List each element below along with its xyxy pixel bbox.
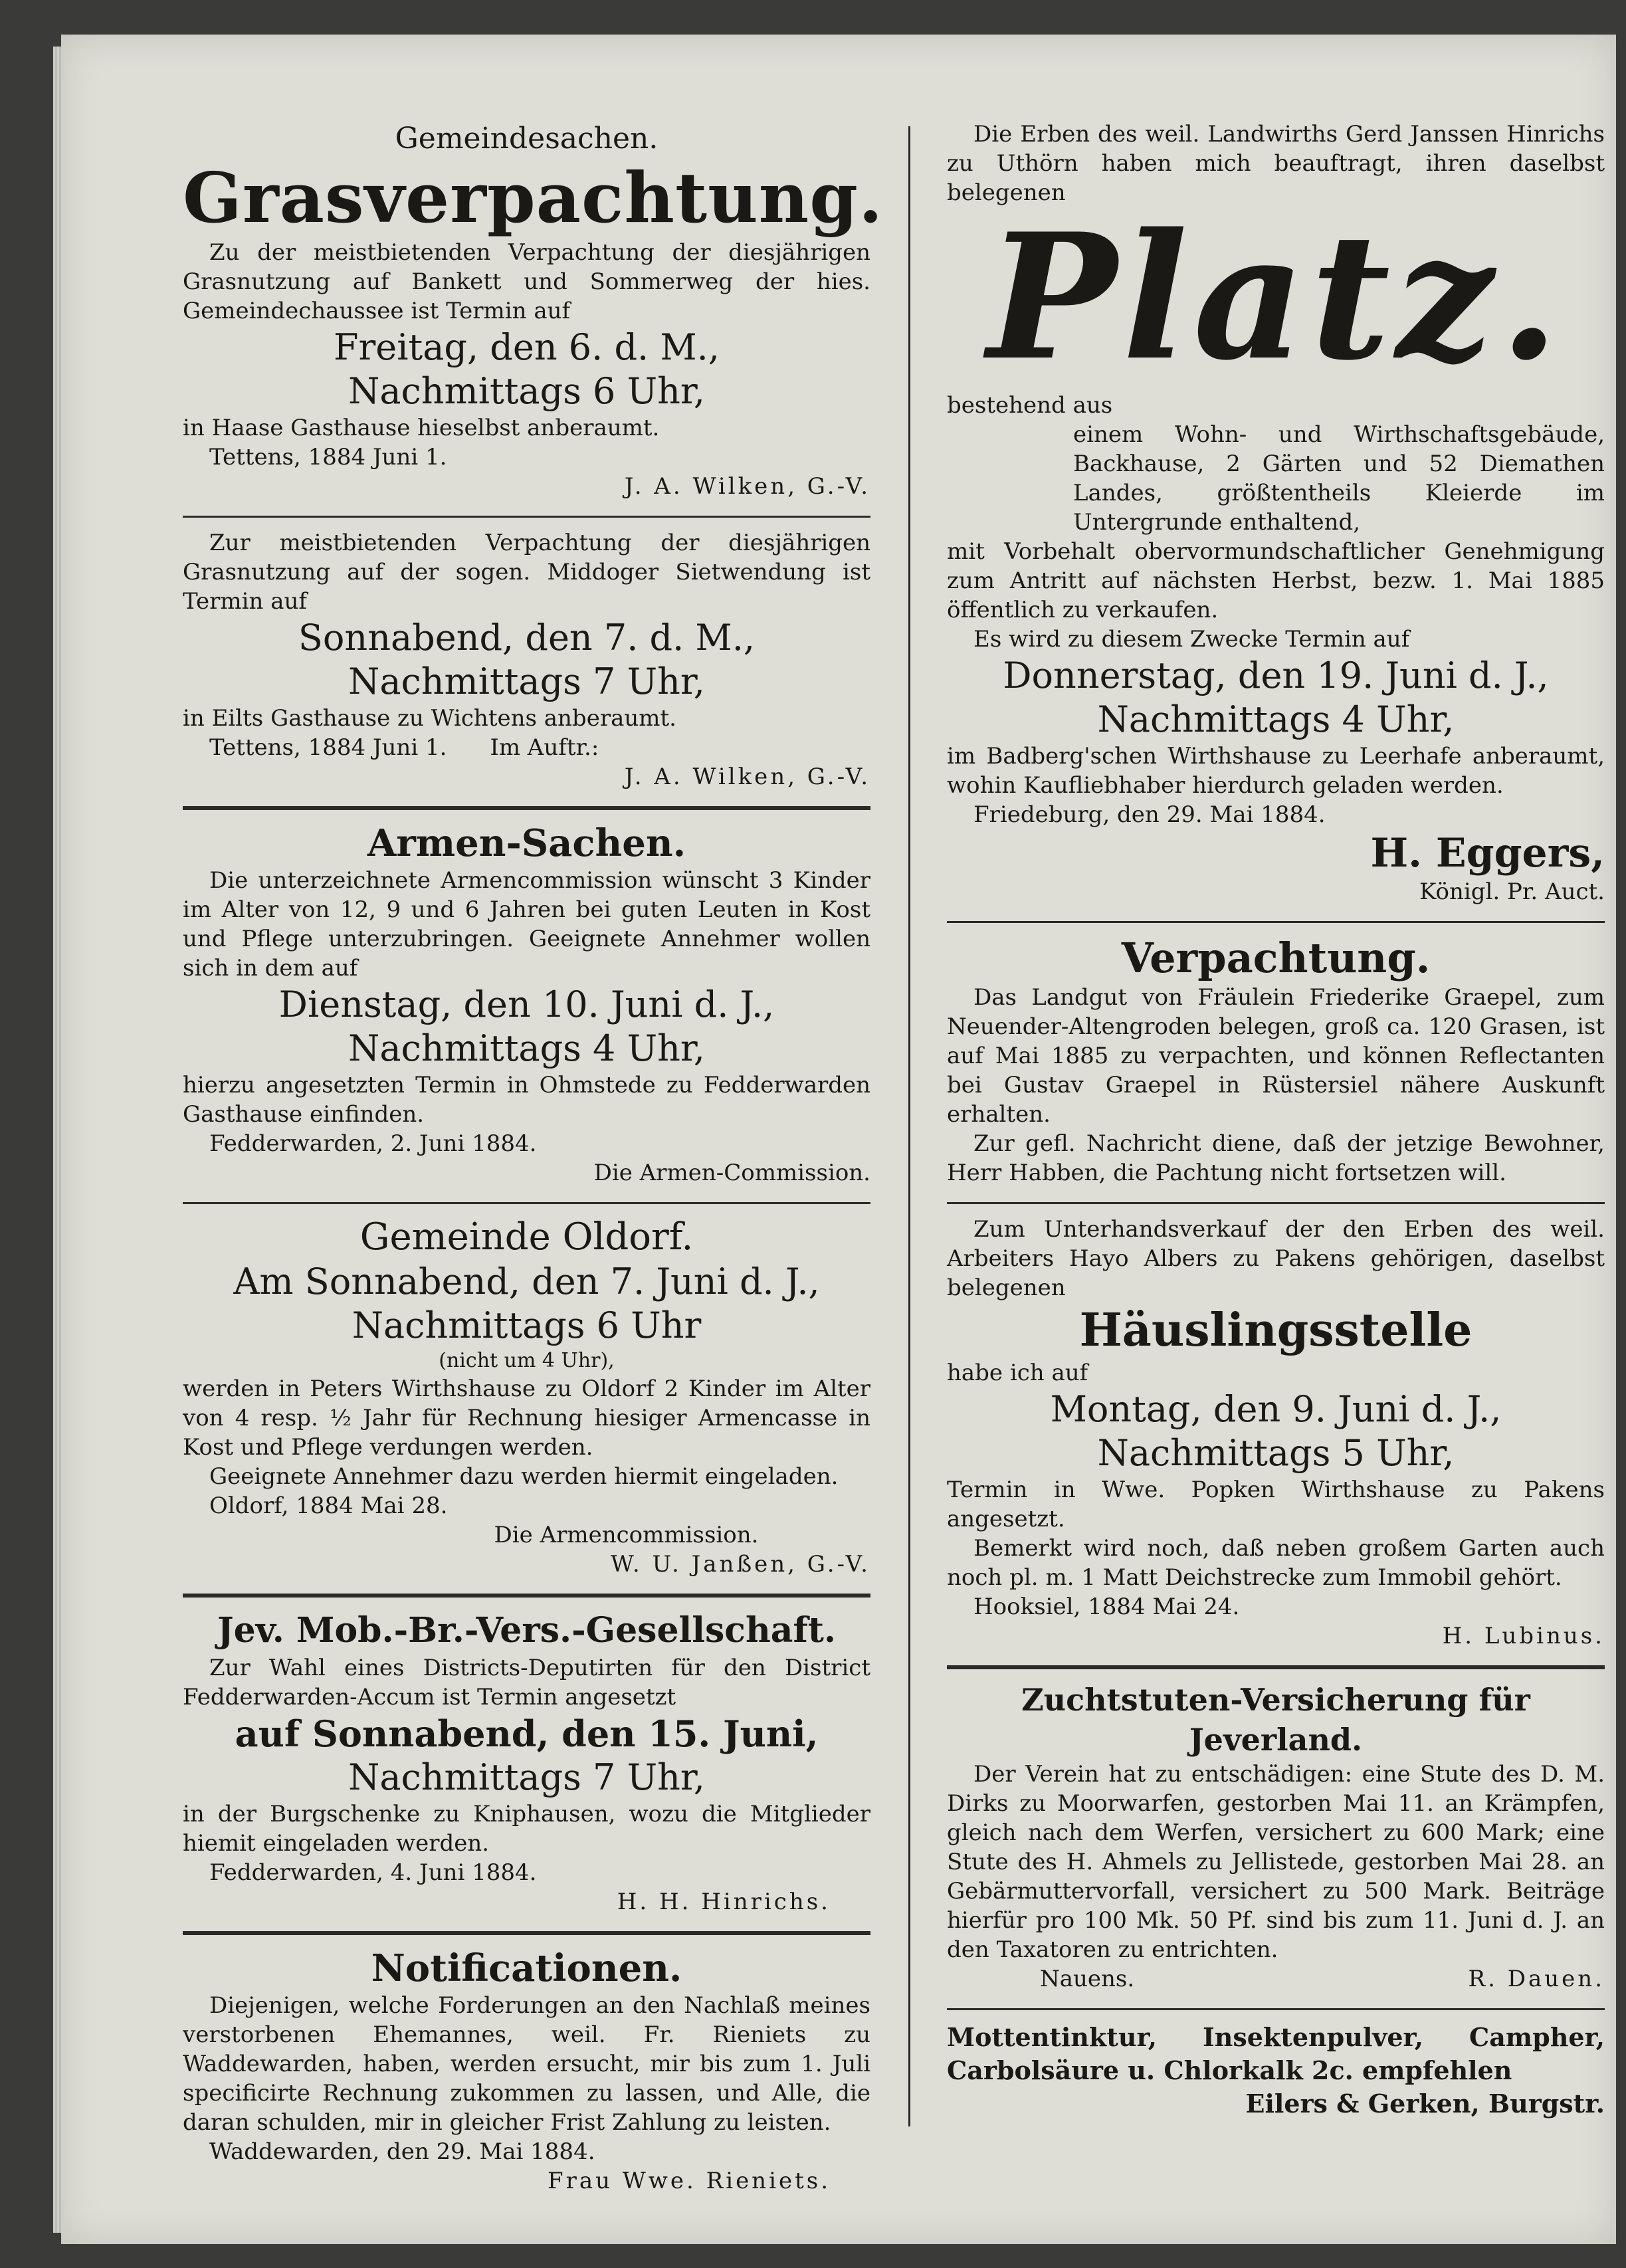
ad-location-date: Fedderwarden, 4. Juni 1884. [209, 1859, 537, 1886]
ad-date: Montag, den 9. Juni d. J., [1050, 1388, 1502, 1430]
ad-title: Grasverpachtung. [183, 157, 884, 239]
ad-date: Sonnabend, den 7. d. M., [298, 617, 756, 659]
location: Nauens. [1040, 1966, 1135, 1992]
ad-time: Nachmittags 7 Uhr, [348, 661, 705, 702]
ad-date: Dienstag, den 10. Juni d. J., [278, 983, 775, 1025]
ad-platz [947, 120, 1605, 906]
ad-body: Zur meistbietenden Verpachtung der diesjährigen Grasnutzung auf der sogen. Middoger Sietwendung ist Termin auf [183, 530, 870, 615]
ad-place: im Badberg'schen Wirthshause zu Leerhafe anberaumt, wohin Kaufliebhaber hierdurch geladen werden. [947, 743, 1605, 799]
ad-location-date: Oldorf, 1884 Mai 28. [209, 1493, 448, 1519]
ad-location-date: Friedeburg, den 29. Mai 1884. [973, 801, 1326, 828]
separator [947, 921, 1605, 923]
ad-place: in der Burgschenke zu Kniphausen, wozu die Mitglieder hiemit eingeladen werden. [183, 1801, 870, 1857]
ad-date: auf Sonnabend, den 15. Juni, [235, 1712, 819, 1755]
ad-zuchtstuten [947, 1680, 1605, 1994]
separator [947, 2008, 1605, 2010]
ad-title: Zuchtstuten-Versicherung für Jeverland. [1021, 1682, 1530, 1758]
section-heading: Gemeindesachen. [395, 122, 659, 155]
ad-mottentinktur [947, 2021, 1605, 2120]
ad-intro: Zum Unterhandsverkauf der den Erben des weil. Arbeiters Hayo Albers zu Pakens gehörigen, daselbst belegenen [947, 1216, 1605, 1301]
ad-body: werden in Peters Wirthshause zu Oldorf 2 Kinder im Alter von 4 resp. ½ Jahr für Rechnung hiesiger Armencasse in Kost und Pflege verdungen werden. [183, 1376, 870, 1461]
ad-body: Die unterzeichnete Armencommission wünscht 3 Kinder im Alter von 12, 9 und 6 Jahren bei guten Leuten in Kost und Pflege unterzubringen. Geeignete Annehmer wollen sich in dem auf [183, 867, 870, 981]
ad-title: Gemeinde Oldorf. [359, 1215, 694, 1259]
separator [183, 1202, 870, 1204]
column-divider [908, 126, 910, 2126]
ad-signature: J. A. Wilken, G.-V. [624, 473, 870, 500]
ad-signature: Die Armen-Commission. [593, 1160, 870, 1186]
ad-location-date [183, 733, 870, 762]
ad-body: mit Vorbehalt obervormundschaftlicher Genehmigung zum Antritt auf nächsten Herbst, bezw. 1. Mai 1885 öffentlich zu verkaufen. [947, 538, 1605, 623]
ad-time: Nachmittags 4 Uhr, [348, 1027, 705, 1069]
ad-consisting-of: bestehend aus [947, 392, 1113, 419]
ad-time: Nachmittags 6 Uhr, [348, 370, 705, 412]
ad-body-2: Geeignete Annehmer dazu werden hiermit eingeladen. [209, 1463, 839, 1490]
separator [947, 1202, 1605, 1204]
ad-location-date: Waddewarden, den 29. Mai 1884. [209, 2138, 595, 2165]
ad-body-2: Zur gefl. Nachricht diene, daß der jetzige Bewohner, Herr Habben, die Pachtung nicht fortsetzen will. [947, 1130, 1605, 1186]
ad-gemeinde-oldorf [183, 1215, 870, 1579]
ad-verpachtung [947, 934, 1605, 1187]
ad-signature-1: Die Armencommission. [494, 1522, 759, 1548]
ad-body: Diejenigen, welche Forderungen an den Nachlaß meines verstorbenen Ehemannes, weil. Fr. Rieniets zu Waddewarden, haben, werden ersucht, mir bis zum 1. Juli specificirte Rechnung zukommen zu lassen, und Alle, die daran schulden, mir in gleicher Frist Zahlung zu leisten. [183, 1992, 870, 2136]
ad-place: in Haase Gasthause hieselbst anberaumt. [183, 415, 660, 441]
left-column [183, 120, 884, 2196]
signature: R. Dauen. [1468, 1966, 1605, 1992]
ad-date: Donnerstag, den 19. Juni d. J., [1003, 655, 1549, 696]
ad-signature: J. A. Wilken, G.-V. [624, 764, 870, 790]
ad-title: Notificationen. [371, 1946, 682, 1990]
ad-pre: habe ich auf [947, 1360, 1088, 1386]
ad-note: (nicht um 4 Uhr), [439, 1349, 615, 1372]
ad-date: Am Sonnabend, den 7. Juni d. J., [233, 1261, 820, 1302]
ad-signature: H. H. Hinrichs. [617, 1889, 831, 1915]
ad-body: Der Verein hat zu entschädigen: eine Stute des D. M. Dirks zu Moorwarfen, gestorben Mai 11. an Krämpfen, gleich nach dem Werfen, versichert zu 600 Mark; eine Stute des H. Ahmels zu Jellistede, gestorben Mai 28. an Gebärmuttervorfall, versichert zu 500 Mark. Beiträge hierfür pro 100 Mk. 50 Pf. sind bis zum 11. Juni d. J. an den Taxatoren zu entrichten. [947, 1761, 1605, 1963]
on-behalf-label: Im Auftr.: [490, 734, 599, 761]
ad-title: Häuslingsstelle [1079, 1304, 1473, 1357]
ad-title: Armen-Sachen. [367, 821, 686, 865]
ad-grasverpachtung-2 [183, 528, 870, 791]
ad-signature: H. Eggers, [1370, 830, 1605, 876]
ad-place: in Eilts Gasthause zu Wichtens anberaumt. [183, 705, 676, 732]
separator [183, 806, 870, 810]
ad-title: Platz. [987, 196, 1565, 399]
ad-location-date: Hooksiel, 1884 Mai 24. [973, 1594, 1240, 1620]
separator [947, 1665, 1605, 1669]
ad-body: Mottentinktur, Insektenpulver, Campher, Carbolsäure u. Chlorkalk 2c. empfehlen [947, 2022, 1605, 2085]
ad-body-2: Es wird zu diesem Zwecke Termin auf [973, 626, 1410, 653]
ad-armen-sachen [183, 821, 870, 1187]
ad-location-signature [947, 1964, 1605, 1994]
ad-signature: Frau Wwe. Rieniets. [547, 2168, 831, 2194]
ad-location-date: Fedderwarden, 2. Juni 1884. [209, 1130, 537, 1157]
ad-title: Verpachtung. [1121, 934, 1431, 982]
ad-signature-title: Königl. Pr. Auct. [1419, 878, 1605, 905]
ad-notificationen [183, 1946, 870, 2196]
separator [183, 1931, 870, 1935]
ad-place: hierzu angesetzten Termin in Ohmstede zu Fedderwarden Gasthause einfinden. [183, 1072, 870, 1128]
ad-time: Nachmittags 4 Uhr, [1097, 698, 1455, 740]
ad-body-2: Bemerkt wird noch, daß neben großem Garten auch noch pl. m. 1 Matt Deichstrecke zum Immobil gehört. [947, 1535, 1605, 1591]
ad-body: Das Landgut von Fräulein Friederike Graepel, zum Neuender-Altengroden belegen, groß ca. 120 Grasen, ist auf Mai 1885 zu verpachten, und können Reflectanten bei Gustav Graepel in Rüstersiel nähere Auskunft erhalten. [947, 984, 1605, 1128]
ad-haeuslingsstelle [947, 1215, 1605, 1651]
ad-time: Nachmittags 7 Uhr, [348, 1756, 705, 1798]
ad-signature: H. Lubinus. [1442, 1623, 1605, 1649]
ad-location-date: Tettens, 1884 Juni 1. [209, 444, 447, 470]
ad-time: Nachmittags 6 Uhr [352, 1304, 702, 1346]
ad-intro: Die Erben des weil. Landwirths Gerd Janssen Hinrichs zu Uthörn haben mich beauftragt, ihren daselbst belegenen [947, 121, 1605, 206]
right-column [947, 120, 1605, 2120]
ad-time: Nachmittags 5 Uhr, [1097, 1432, 1455, 1474]
ad-signature-2: W. U. Janßen, G.-V. [610, 1551, 870, 1578]
ad-signature: Eilers & Gerken, Burgstr. [1245, 2089, 1605, 2118]
ad-place: Termin in Wwe. Popken Wirthshause zu Pakens angesetzt. [947, 1477, 1605, 1532]
separator [183, 516, 870, 518]
location-date: Tettens, 1884 Juni 1. [209, 734, 447, 761]
ad-grasverpachtung [183, 120, 884, 501]
ad-jev-versicherung [183, 1608, 870, 1916]
ad-title: Jev. Mob.-Br.-Vers.-Gesellschaft. [217, 1610, 836, 1651]
ad-body: Zur Wahl eines Districts-Deputirten für den District Fedderwarden-Accum ist Termin angesetzt [183, 1655, 870, 1710]
ad-body: Zu der meistbietenden Verpachtung der diesjährigen Grasnutzung auf Bankett und Sommerweg der hies. Gemeindechaussee ist Termin auf [183, 239, 870, 324]
separator [183, 1594, 870, 1598]
ad-date: Freitag, den 6. d. M., [334, 326, 720, 368]
ad-description: einem Wohn- und Wirthschaftsgebäude, Backhause, 2 Gärten und 52 Diemathen Landes, größtentheils Kleierde im Untergrunde enthaltend, [1073, 421, 1605, 536]
